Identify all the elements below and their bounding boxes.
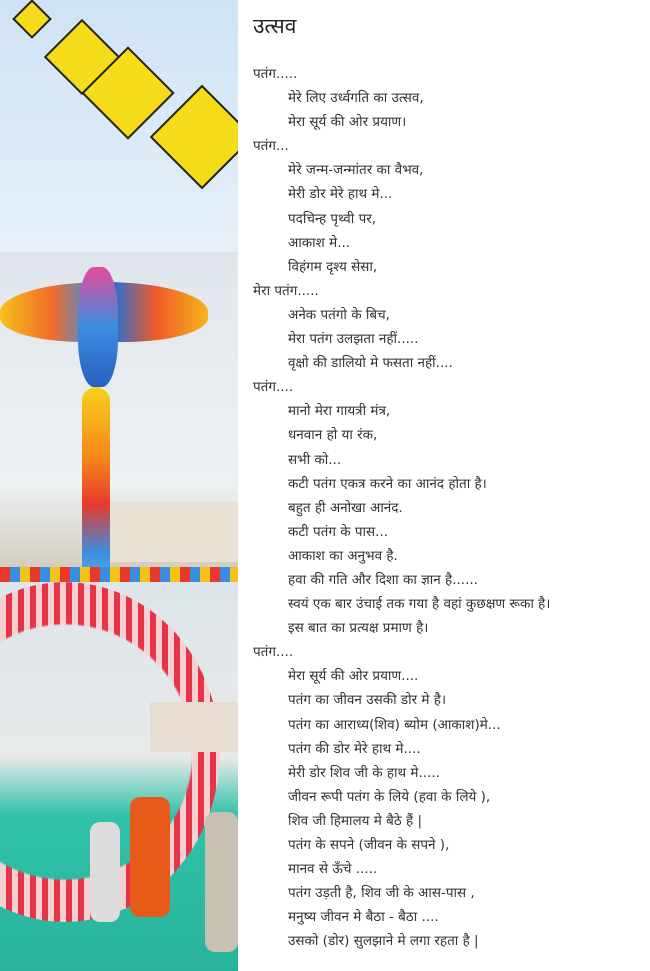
poem-line: कटी पतंग एकत्र करने का आनंद होता है। — [288, 475, 487, 492]
poem-line: इस बात का प्रत्यक्ष प्रमाण है। — [288, 620, 429, 637]
poem-line: मेरा सूर्य की ओर प्रयाण। — [288, 114, 407, 131]
poem-line: मनुष्य जीवन मे बैठा - बैठा .... — [288, 909, 439, 926]
poem-body — [253, 62, 550, 953]
poem-line: सभी को... — [288, 451, 342, 468]
building — [110, 502, 238, 562]
stanza-header: पतंग... — [253, 138, 289, 155]
poem-title: उत्सव — [253, 14, 297, 38]
poem-line: पदचिन्ह पृथ्वी पर, — [288, 210, 377, 227]
poem-line: मेरा सूर्य की ओर प्रयाण.... — [288, 668, 419, 685]
poem-line: कटी पतंग के पास... — [288, 523, 389, 540]
photo-column — [0, 0, 238, 971]
poem-line: जीवन रूपी पतंग के लिये (हवा के लिये ), — [288, 788, 491, 805]
poem-line: बहुत ही अनोखा आनंद. — [288, 499, 403, 516]
building — [150, 702, 238, 752]
poem-line: विहंगम दृश्य सेसा, — [288, 258, 378, 275]
person — [205, 812, 238, 952]
stanza-header: पतंग.... — [253, 644, 294, 661]
person — [130, 797, 170, 917]
poem-line: धनवान हो या रंक, — [288, 427, 378, 444]
poem-line: मेरी डोर शिव जी के हाथ मे..... — [288, 764, 440, 781]
poem-line: मेरी डोर मेरे हाथ मे... — [288, 186, 393, 203]
photo-yellow-kites — [0, 0, 238, 252]
bunting — [0, 567, 238, 582]
poem-line: मानव से ऊँचे ..... — [288, 861, 378, 878]
photo-ring-kite — [0, 582, 238, 971]
poem-line: मेरा पतंग उलझता नहीं..... — [288, 331, 419, 348]
poem-line: मानो मेरा गायत्री मंत्र, — [288, 403, 391, 420]
poem-line: मेरे जन्म-जन्मांतर का वैभव, — [288, 162, 424, 179]
poem-line: वृक्षो की डालियो मे फसता नहीं.... — [288, 355, 453, 372]
poem-line: पतंग की डोर मेरे हाथ मे.... — [288, 740, 421, 757]
poem-line: पतंग का आराध्य(शिव) ब्योम (आकाश)मे... — [288, 716, 501, 733]
poem-line: उसको (डोर) सुलझाने मे लगा रहता है | — [288, 933, 479, 950]
kite-body — [78, 267, 118, 387]
stanza-header: पतंग.... — [253, 379, 294, 396]
stanza-header: मेरा पतंग..... — [253, 282, 319, 299]
poem-line: हवा की गति और दिशा का ज्ञान है...... — [288, 571, 478, 588]
poem-line: स्वयं एक बार उंचाई तक गया है वहां कुछक्षण रूका है। — [288, 596, 551, 613]
poem-line: शिव जी हिमालय मे बैठे हैं | — [288, 812, 423, 829]
poem-line: आकाश का अनुभव है. — [288, 547, 398, 564]
person — [90, 822, 120, 922]
kite-tail — [82, 387, 110, 582]
poem-line: पतंग उड़ती है, शिव जी के आस-पास , — [288, 885, 475, 902]
poem-line: पतंग के सपने (जीवन के सपने ), — [288, 837, 450, 853]
poem-line: मेरे लिए उर्ध्वगति का उत्सव, — [288, 90, 424, 107]
stanza-header: पतंग..... — [253, 66, 298, 82]
poem-line: पतंग का जीवन उसकी डोर मे है। — [288, 692, 447, 709]
kite-shape — [12, 0, 52, 39]
poem-line: अनेक पतंगो के बिच, — [288, 306, 390, 323]
poem-line: आकाश मे... — [288, 234, 351, 251]
photo-bird-kite — [0, 252, 238, 582]
